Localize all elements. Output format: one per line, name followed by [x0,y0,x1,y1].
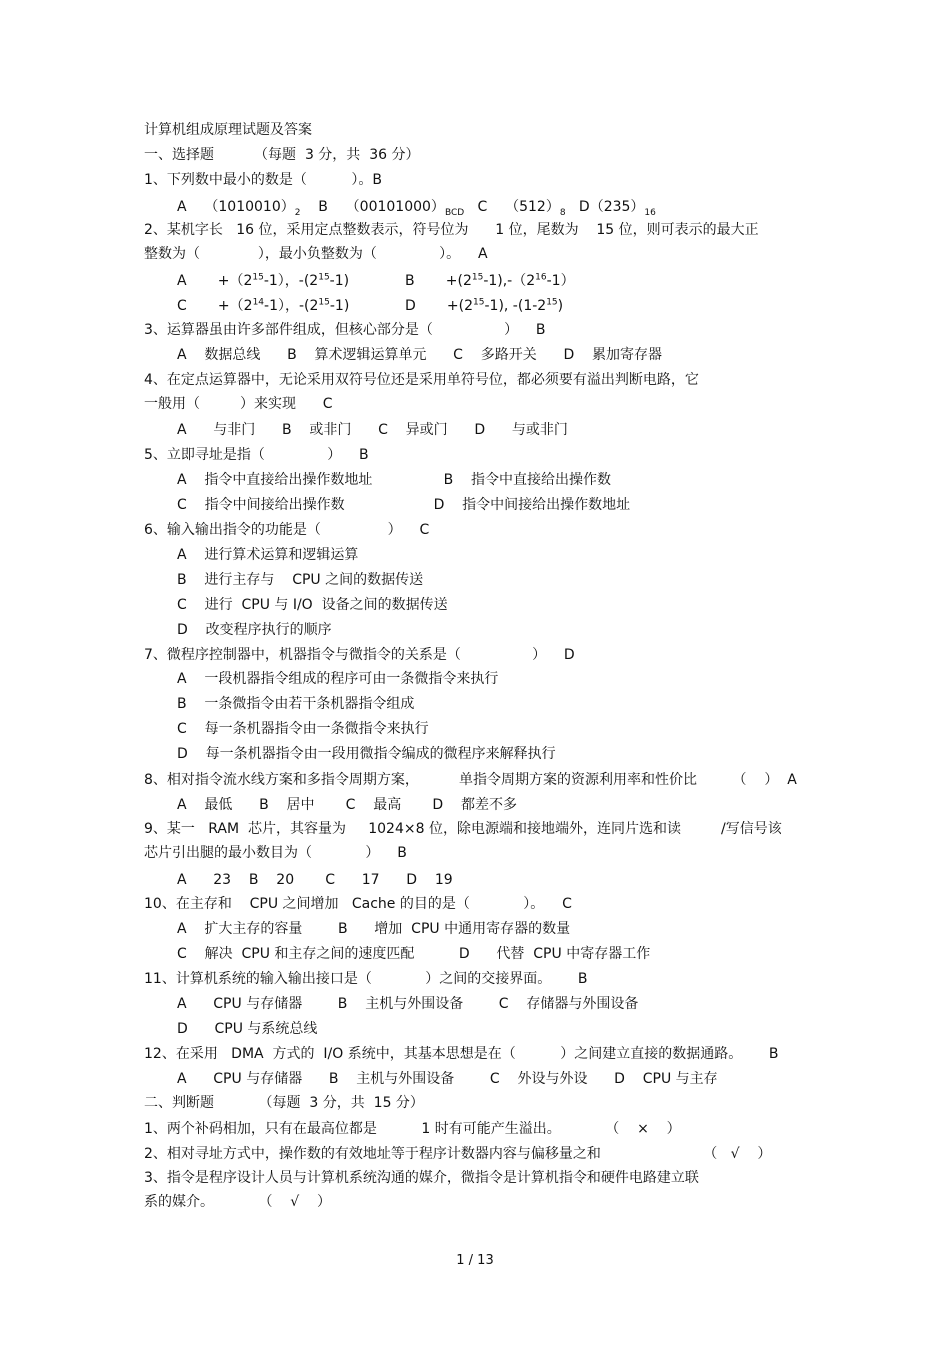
question-2-stem-line2: 整数为（ ），最小负整数为（ ）。 A [144,246,488,262]
question-8-options: A 最低 B 居中 C 最高 D 都差不多 [177,797,517,813]
question-4-options: A 与非门 B 或非门 C 异或门 D 与或非门 [177,422,568,438]
question-11-options-row2: D CPU 与系统总线 [177,1021,318,1037]
question-7-option-a: A 一段机器指令组成的程序可由一条微指令来执行 [177,671,499,687]
question-10-stem: 10、在主存和 CPU 之间增加 Cache 的目的是（ ）。 C [144,896,572,912]
section-heading-choice: 一、选择题 （每题 3 分，共 36 分） [144,147,420,163]
question-9-stem-line1: 9、某一 RAM 芯片，其容量为 1024×8 位，除电源端和接地端外，连同片选和读 /写信号该 [144,821,782,837]
question-10-options-row1: A 扩大主存的容量 B 增加 CPU 中通用寄存器的数量 [177,921,571,937]
question-6-option-a: A 进行算术运算和逻辑运算 [177,547,359,563]
question-3-stem: 3、运算器虽由许多部件组成，但核心部分是（ ） B [144,322,546,338]
question-2-option-b: B $+(2^{15}-1),-(2^{16}-1)$ [405,272,575,289]
question-2-option-c: C $+(2^{14}-1)$，$-(2^{15}-1)$ [177,297,350,314]
question-7-stem: 7、微程序控制器中，机器指令与微指令的关系是（ ） D [144,647,575,663]
section-heading-judgement: 二、判断题 （每题 3 分，共 15 分） [144,1095,424,1111]
question-7-option-d: D 每一条机器指令由一段用微指令编成的微程序来解释执行 [177,746,556,762]
question-4-stem-line2: 一般用（ ）来实现 C [144,396,333,412]
question-9-options: A 23 B 20 C 17 D 19 [177,872,453,888]
question-10-options-row2: C 解决 CPU 和主存之间的速度匹配 D 代替 CPU 中寄存器工作 [177,946,651,962]
judgement-3-line2: 系的媒介。 （ √ ） [144,1194,332,1210]
question-7-option-c: C 每一条机器指令由一条微指令来执行 [177,721,429,737]
question-12-options: A CPU 与存储器 B 主机与外围设备 C 外设与外设 D CPU 与主存 [177,1071,718,1087]
judgement-3-line1: 3、指令是程序设计人员与计算机系统沟通的媒介，微指令是计算机指令和硬件电路建立联 [144,1170,699,1186]
question-11-options-row1: A CPU 与存储器 B 主机与外围设备 C 存储器与外围设备 [177,996,639,1012]
question-12-stem: 12、在采用 DMA 方式的 I/O 系统中，其基本思想是在（ ）之间建立直接的数据通路。 B [144,1046,779,1062]
question-2-stem-line1: 2、某机字长 16 位，采用定点整数表示，符号位为 1 位，尾数为 15 位，则可表示的最大正 [144,222,759,238]
question-6-option-b: B 进行主存与 CPU 之间的数据传送 [177,572,424,588]
question-4-stem-line1: 4、在定点运算器中，无论采用双符号位还是采用单符号位，都必须要有溢出判断电路，它 [144,372,699,388]
question-3-options: A 数据总线 B 算术逻辑运算单元 C 多路开关 D 累加寄存器 [177,347,663,363]
question-8-stem: 8、相对指令流水线方案和多指令周期方案， 单指令周期方案的资源利用率和性价比 （ ） A [144,772,797,788]
document-title: 计算机组成原理试题及答案 [144,122,312,138]
question-5-stem: 5、立即寻址是指（ ） B [144,447,369,463]
question-5-options-row1: A 指令中直接给出操作数地址 B 指令中直接给出操作数 [177,472,611,488]
judgement-2: 2、相对寻址方式中，操作数的有效地址等于程序计数器内容与偏移量之和 （ √ ） [144,1146,772,1162]
question-1-stem: 1、下列数中最小的数是（ ）。B [144,172,383,188]
question-9-stem-line2: 芯片引出腿的最小数目为（ ） B [144,845,407,861]
question-1-options: A $(1010010)_2$ B $(00101000)_{BCD}$ C $(512)_8$ $D(235)_{16}$ [177,199,656,218]
question-7-option-b: B 一条微指令由若干条机器指令组成 [177,696,415,712]
judgement-1: 1、两个补码相加，只有在最高位都是 1 时有可能产生溢出。 （ × ） [144,1121,681,1137]
question-6-stem: 6、输入输出指令的功能是（ ） C [144,522,430,538]
question-6-option-c: C 进行 CPU 与 I/O 设备之间的数据传送 [177,597,448,613]
question-2-option-d: D $+(2^{15}-1)$, $-(1-2^{15})$ [405,297,564,314]
question-2-option-a: A $+(2^{15}-1)$，$-(2^{15}-1)$ [177,272,350,289]
question-6-option-d: D 改变程序执行的顺序 [177,622,332,638]
question-11-stem: 11、计算机系统的输入输出接口是（ ）之间的交接界面。 B [144,971,588,987]
page-number: 1 / 13 [456,1253,494,1268]
question-5-options-row2: C 指令中间接给出操作数 D 指令中间接给出操作数地址 [177,497,631,513]
